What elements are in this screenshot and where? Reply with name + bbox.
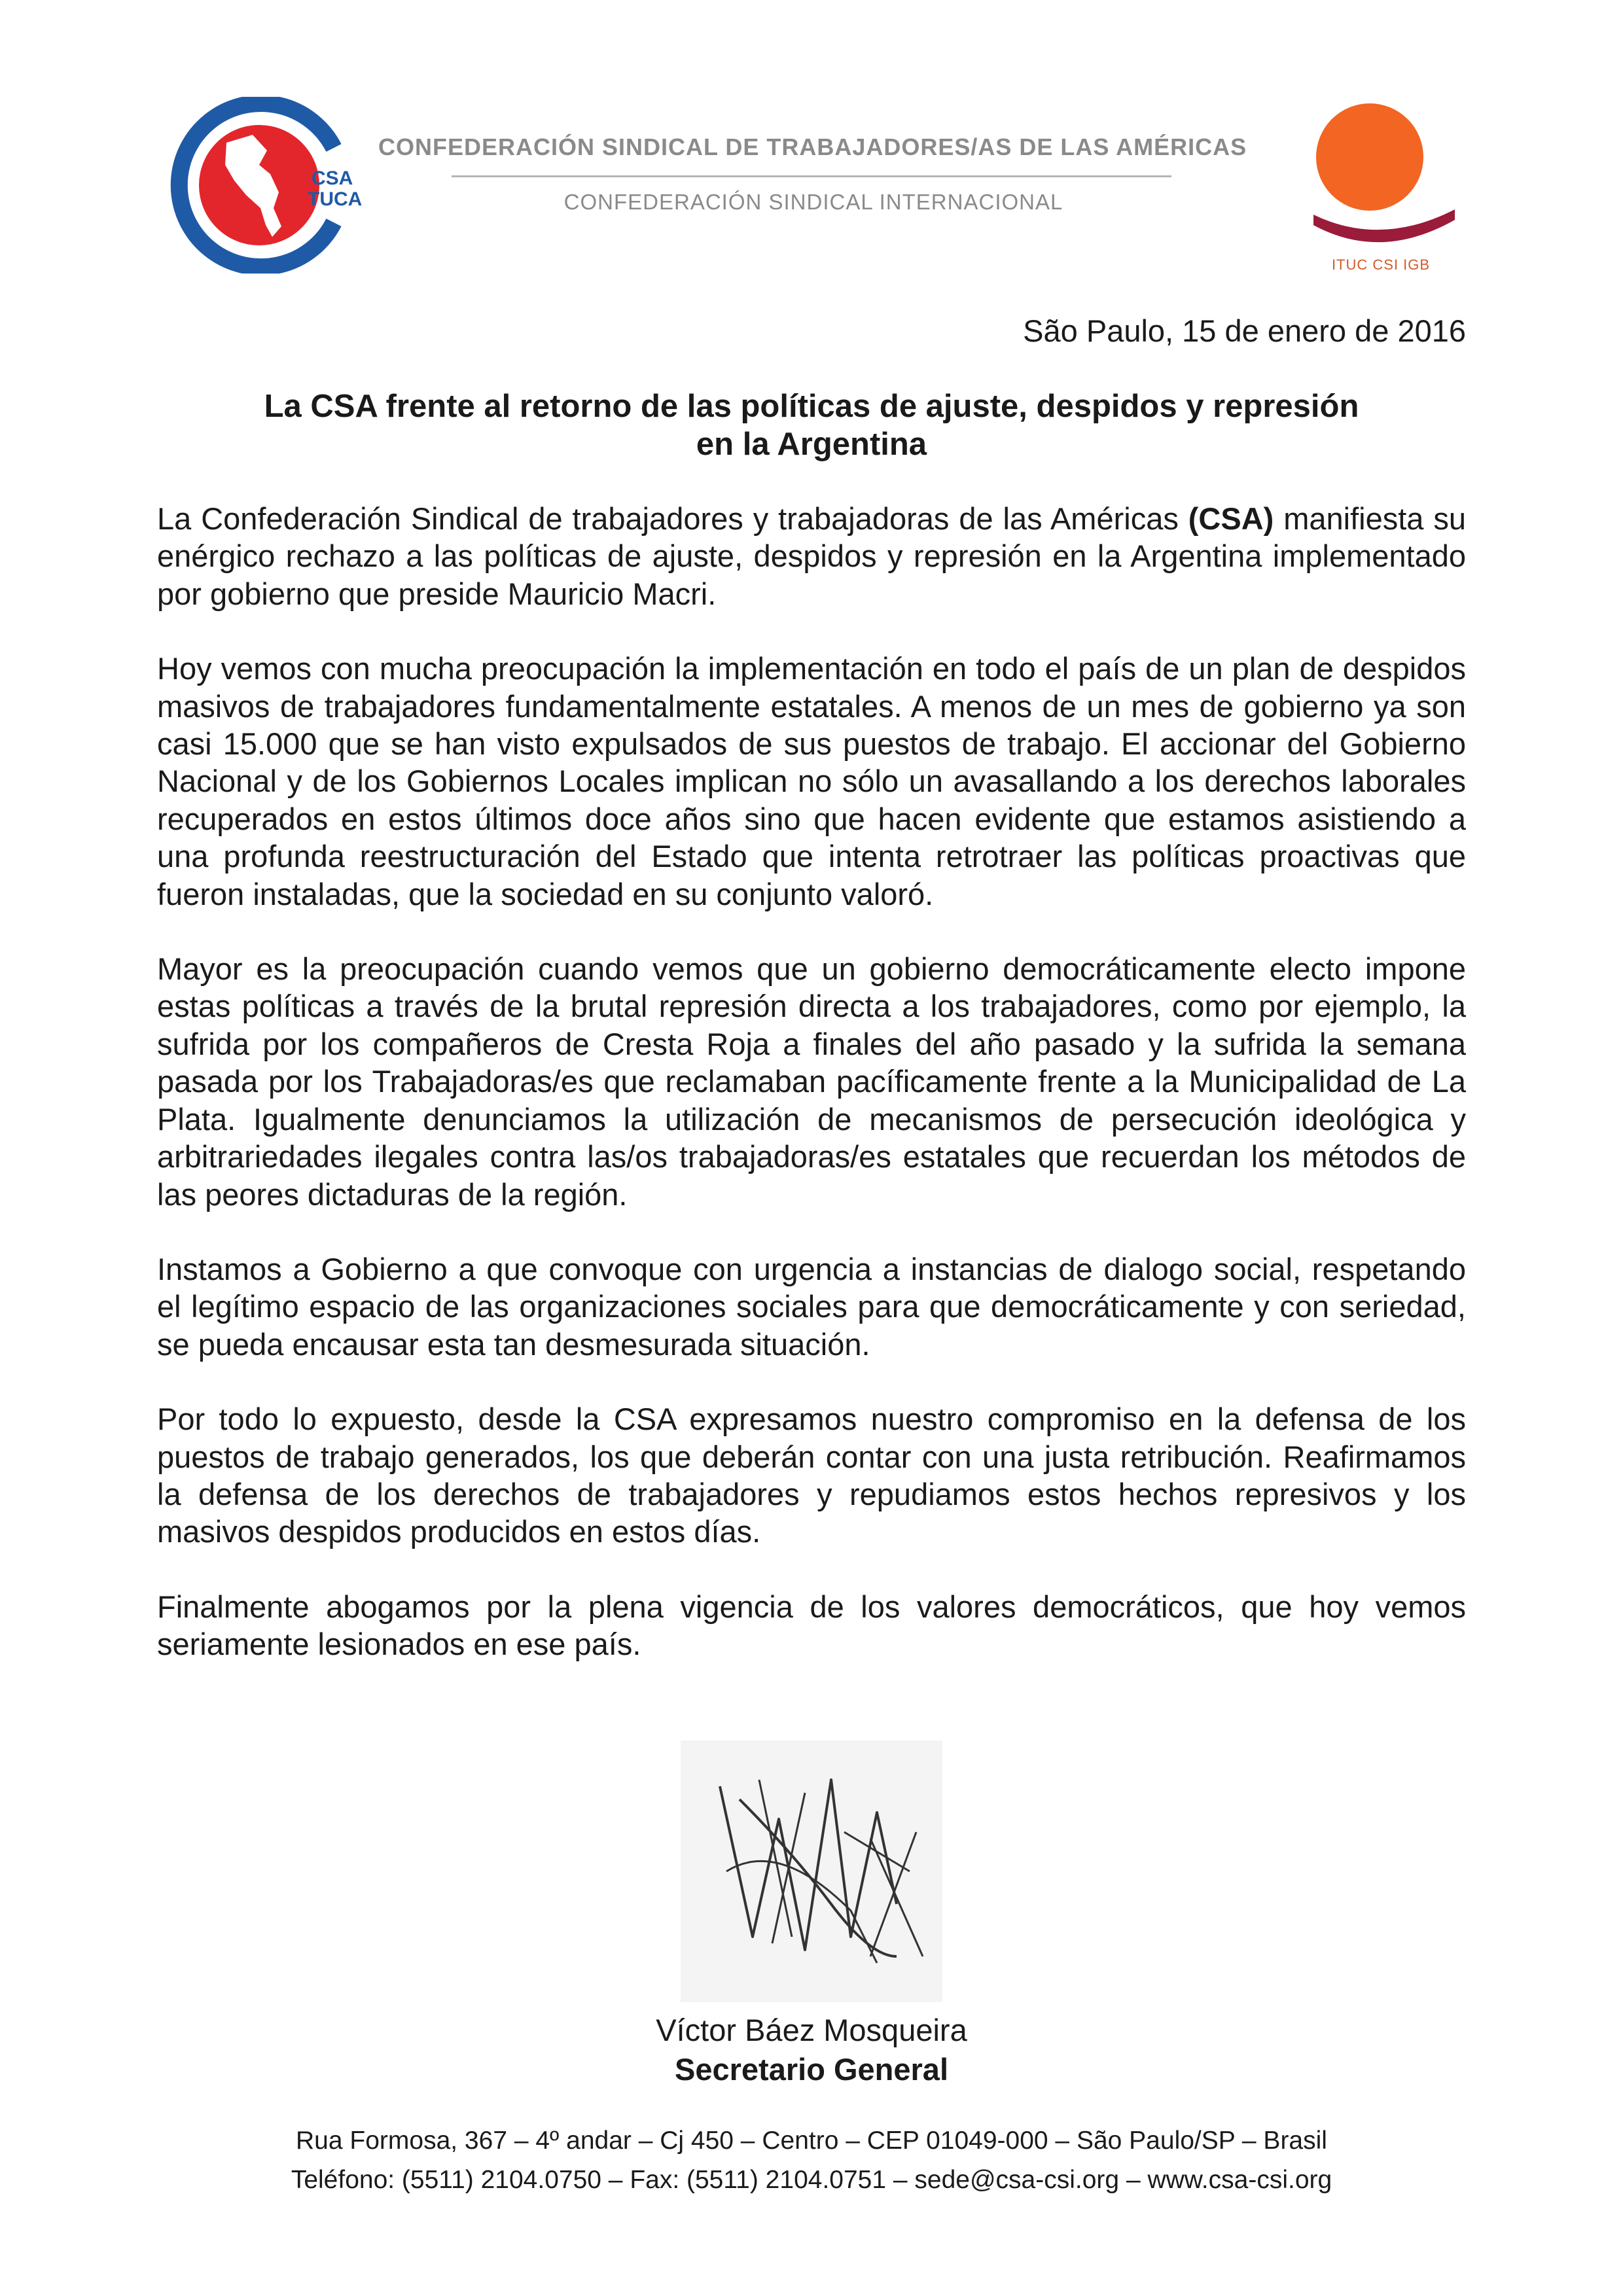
csa-tuca-logo bbox=[162, 97, 372, 274]
header-divider bbox=[452, 175, 1171, 177]
paragraph-3: Mayor es la preocupación cuando vemos que un gobierno democráticamente electo impone estas políticas a través de la brutal represión directa a los trabajadores, como por ejemplo, la sufrida por los compañeros de Cresta Roja a finales del año pasado y la sufrida la semana pasada por los Trabajadoras/es que reclamaban pacíficamente frente a la Municipalidad de La Plata. Igualmente denunciamos la utilización de mecanismos de persecución ideológica y arbitrariedades ilegales contra las/os trabajadoras/es estatales que recuerdan los métodos de las peores dictaduras de la región. bbox=[157, 951, 1466, 1212]
paragraph-1-end: manifiesta su enérgico rechazo a las políticas de ajuste, despidos y represión en la Argentina implementado por gobierno que preside Mauricio Macri. bbox=[157, 501, 1466, 611]
handwritten-signature bbox=[681, 1740, 942, 2002]
footer-contact: Teléfono: (5511) 2104.0750 – Fax: (5511) 2104.0751 – sede@csa-csi.org – www.csa-csi.org bbox=[291, 2166, 1332, 2194]
header-org-name: CONFEDERACIÓN SINDICAL DE TRABAJADORES/AS DE LAS AMÉRICAS bbox=[378, 133, 1247, 160]
ituc-orange-circle bbox=[1316, 103, 1423, 211]
paragraph-2: Hoy vemos con mucha preocupación la implementación en todo el país de un plan de despidos masivos de trabajadores fundamentalmente estatales. A menos de un mes de gobierno ya son casi 15.000 que se han visto expulsados de sus puestos de trabajo. El accionar del Gobierno Nacional y de los Gobiernos Locales implican no sólo un avasallando a los derechos laborales recuperados en estos últimos doce años sino que hacen evidente que estamos asistiendo a una profunda reestructuración del Estado que intenta retrotraer las políticas proactivas que fueron instaladas, que la sociedad en su conjunto valoró. bbox=[157, 651, 1466, 911]
title-line-2: en la Argentina bbox=[696, 427, 927, 462]
letter-body bbox=[157, 500, 1466, 1701]
ituc-maroon-swoosh bbox=[1313, 209, 1455, 242]
signatory-name: Víctor Báez Mosqueira bbox=[656, 2013, 967, 2047]
letter-title bbox=[157, 387, 1466, 463]
header-org-subtitle: CONFEDERACIÓN SINDICAL INTERNACIONAL bbox=[563, 190, 1063, 214]
title-line-1: La CSA frente al retorno de las políticas de ajuste, despidos y represión bbox=[264, 389, 1359, 424]
footer-address: Rua Formosa, 367 – 4º andar – Cj 450 – Centro – CEP 01049-000 – São Paulo/SP – Brasil bbox=[296, 2127, 1327, 2155]
paragraph-1-start: La Confederación Sindical de trabajadores y trabajadoras de las Américas bbox=[157, 501, 1188, 536]
ituc-logo-text: ITUC CSI IGB bbox=[1331, 256, 1431, 273]
csa-acronym: (CSA) bbox=[1188, 501, 1274, 536]
logo-csa-text: CSA bbox=[312, 168, 353, 189]
paragraph-4: Instamos a Gobierno a que convoque con urgencia a instancias de dialogo social, respetando el legítimo espacio de las organizaciones sociales para que democráticamente y con seriedad, se pueda encausar esta tan desmesurada situación. bbox=[157, 1251, 1466, 1362]
signatory-role: Secretario General bbox=[675, 2052, 948, 2087]
letter-date: São Paulo, 15 de enero de 2016 bbox=[1023, 313, 1466, 348]
paragraph-6: Finalmente abogamos por la plena vigencia de los valores democráticos, que hoy vemos seriamente lesionados en ese país. bbox=[157, 1589, 1466, 1662]
paragraph-1 bbox=[157, 500, 1466, 612]
paragraph-5: Por todo lo expuesto, desde la CSA expresamos nuestro compromiso en la defensa de los puestos de trabajo generados, los que deberán contar con una justa retribución. Reafirmamos la defensa de los derechos de trabajadores y repudiamos estos hechos represivos y los masivos despidos producidos en estos días. bbox=[157, 1402, 1466, 1549]
logo-tuca-text: TUCA bbox=[308, 188, 363, 210]
